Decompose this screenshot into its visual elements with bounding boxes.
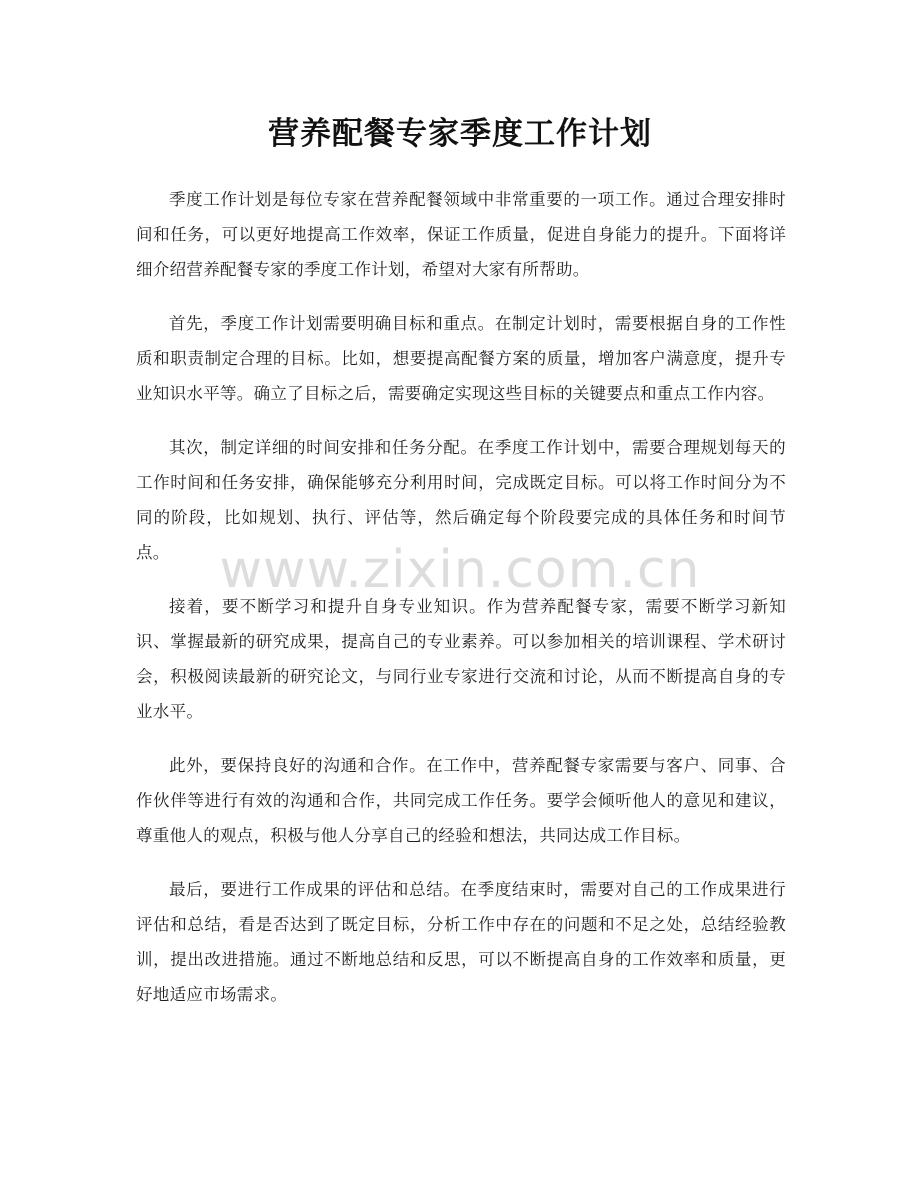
paragraph-goals: 首先，季度工作计划需要明确目标和重点。在制定计划时，需要根据自身的工作性质和职责制定合理的目标。比如，想要提高配餐方案的质量，增加客户满意度，提升专业知识水平等。确立了目标之后，需要确定实现这些目标的关键要点和重点工作内容。 <box>136 314 786 403</box>
document-body <box>136 182 786 1031</box>
paragraph-schedule: 其次，制定详细的时间安排和任务分配。在季度工作计划中，需要合理规划每天的工作时间和任务安排，确保能够充分利用时间，完成既定目标。可以将工作时间分为不同的阶段，比如规划、执行、评估等，然后确定每个阶段要完成的具体任务和时间节点。 <box>136 438 786 562</box>
paragraph-intro: 季度工作计划是每位专家在营养配餐领域中非常重要的一项工作。通过合理安排时间和任务，可以更好地提高工作效率，保证工作质量，促进自身能力的提升。下面将详细介绍营养配餐专家的季度工作计划，希望对大家有所帮助。 <box>136 190 786 279</box>
paragraph-learning: 接着，要不断学习和提升自身专业知识。作为营养配餐专家，需要不断学习新知识、掌握最新的研究成果，提高自己的专业素养。可以参加相关的培训课程、学术研讨会，积极阅读最新的研究论文，与同行业专家进行交流和讨论，从而不断提高自身的专业水平。 <box>136 597 786 721</box>
paragraph-communication: 此外，要保持良好的沟通和合作。在工作中，营养配餐专家需要与客户、同事、合作伙伴等进行有效的沟通和合作，共同完成工作任务。要学会倾听他人的意见和建议，尊重他人的观点，积极与他人分享自己的经验和想法，共同达成工作目标。 <box>136 756 786 845</box>
watermark: www.zixin.com.cn <box>219 540 701 600</box>
paragraph-evaluation: 最后，要进行工作成果的评估和总结。在季度结束时，需要对自己的工作成果进行评估和总结，看是否达到了既定目标，分析工作中存在的问题和不足之处，总结经验教训，提出改进措施。通过不断地总结和反思，可以不断提高自身的工作效率和质量，更好地适应市场需求。 <box>136 880 786 1004</box>
document-title: 营养配餐专家季度工作计划 <box>268 116 652 152</box>
